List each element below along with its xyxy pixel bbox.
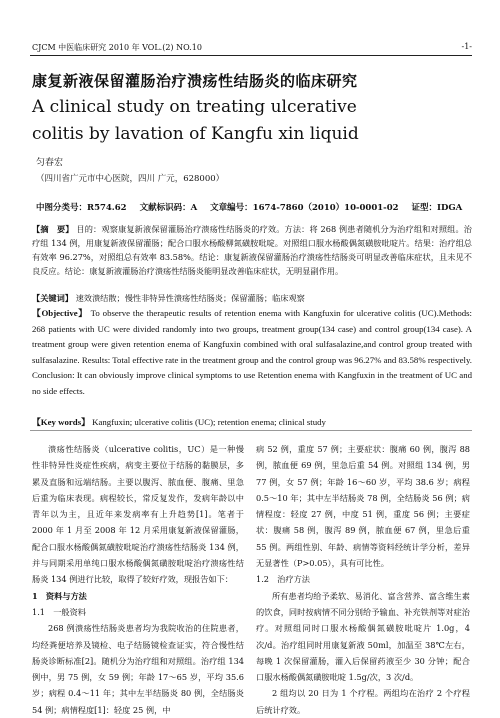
keywords-chinese — [32, 291, 472, 305]
keywords-english-label: 【Key words】 — [32, 417, 90, 427]
general-data-paragraph: 268 例溃疡性结肠炎患者均为我院收治的住院患者，均经粪便培养及镜检、电子结肠镜检查证实，符合慢性结肠炎诊断标准[2]。随机分为治疗组和对照组。治疗组 134 例中，男 75 例，女 59 例；年龄 17～65 岁，平均 35.6 岁；病程 0.4～11 年；其中左半结肠炎 80 例，全结肠炎 54 例；病情程度[1]：轻度 25 例，中 — [32, 623, 244, 715]
body-column-right — [256, 441, 470, 718]
objective-label: 【Objective】 — [32, 308, 88, 318]
header-divider — [30, 55, 472, 56]
article-meta — [36, 201, 476, 213]
section-heading: 1 资料与方法 — [32, 590, 87, 601]
keywords-english — [32, 415, 472, 429]
treatment-paragraph: 所有患者均给予柔软、易消化、富含营养、富含维生素的饮食，同时按病情不同分别给予输血、补充铁剂等对症治疗。对照组同时口服水杨酸偶氮磺胺吡啶片 1.0g，4 次/d。治疗组同时用康复新液 50ml，加温至 38℃左右，每晚 1 次保留灌肠，灌入后保留药液至少 30 分钟；配合口服水杨酸偶氮磺胺吡啶 1.5g/次，3 次/d。 — [256, 590, 470, 683]
title-english-line2: colitis by lavation of Kangfu xin liquid — [32, 124, 359, 144]
course-paragraph: 2 组均以 20 日为 1 个疗程。两组均在治疗 2 个疗程后统计疗效。 — [256, 688, 470, 715]
affiliation: （四川省广元市中心医院，四川 广元，628000） — [36, 174, 225, 184]
body-divider — [30, 430, 472, 431]
running-header: CJCM 中医临床研究 2010 年 VOL.(2) NO.10 — [32, 43, 202, 52]
abstract-english-text: To observe the therapeutic results of retention enema with Kangfuxin for ulcerative colitis (UC).Methods: 268 patients with UC were divided randomly into two groups, treatment group(134 case) and control group(134 case). A treatment group were given retention enema of Kangfuxin combined with oral sulfasalazine,and control group treated with sulfasalazine. Results: Total effective rate in the treatment group and the control group was 96.27% and 83.58% respectively. Conclusion: It can obviously improve clinical symptoms to use Retention enema with Kangfuxin in the treatment of UC and no side effects. — [32, 308, 473, 396]
abstract-chinese — [32, 222, 472, 278]
clc-number: 中图分类号：R574.62 — [36, 203, 127, 213]
document-code: 文献标识码：A — [139, 203, 198, 213]
syndrome-type: 证型：IDGA — [411, 203, 463, 213]
intro-paragraph: 溃疡性结肠炎（ulcerative colitis，UC）是一种慢性非特异性炎症性疾病，病变主要位于结肠的黏膜层，多累及直肠和远端结肠。主要以腹泻、脓血便、腹痛、里急后重为临床表现。病程较长，常反复发作，发病年龄以中青年以为主，且近年来发病率有上升趋势[1]。笔者于 2000 年 1 月至 2008 年 12 月采用康复新液保留灌肠，配合口服水杨酸偶氮磺胺吡啶治疗溃疡性结肠炎 134 例，并与同期采用单纯口服水杨酸偶氮磺胺吡啶治疗溃疡性结肠炎 134 例进行比较，取得了较好疗效，现报告如下： — [32, 444, 244, 585]
article-number: 文章编号：1674-7860（2010）10-0001-02 — [210, 203, 399, 213]
body-column-left — [32, 441, 244, 718]
author: 匀春宏 — [36, 158, 64, 168]
abstract-english — [32, 306, 472, 399]
title-chinese: 康复新液保留灌肠治疗溃疡性结肠炎的临床研究 — [32, 72, 358, 90]
subsection-heading-treatment: 1.2 治疗方法 — [256, 574, 310, 585]
keywords-label: 【关键词】 — [32, 293, 73, 303]
page-number: -1- — [461, 42, 472, 51]
keywords-english-text: Kangfuxin; ulcerative colitis (UC); retention enema; clinical study — [92, 417, 326, 427]
title-english-line1: A clinical study on treating ulcerative — [32, 97, 357, 117]
abstract-text: 目的：观察康复新液保留灌肠治疗溃疡性结肠炎的疗效。方法：将 268 例患者随机分为治疗组和对照组。治疗组 134 例，用康复新液保留灌肠；配合口服水杨酸柳氮磺胺吡啶。对照组口服水杨酸偶氮磺胺吡啶片。结果：治疗组总有效率 96.27%，对照组总有效率 83.58%。结论：康复新液保留灌肠治疗溃疡性结肠炎可明显改善临床症状，且未见不良反应。结论：康复新液灌肠治疗溃疡性结肠炎能明显改善临床症状，无明显副作用。 — [32, 224, 472, 276]
abstract-label: 【摘 要】 — [32, 224, 74, 234]
subsection-heading: 1.1 一般资料 — [32, 606, 86, 617]
keywords-text: 速效溃结散；慢性非特异性溃疡性结肠炎；保留灌肠；临床观察 — [75, 293, 305, 303]
general-data-continued: 病 52 例，重度 57 例；主要症状：腹痛 60 例，腹泻 88 例，脓血便 69 例，里急后重 54 例。对照组 134 例，男 77 例，女 57 例；年龄 16～60 岁，平均 38.6 岁；病程 0.5～10 年；其中左半结肠炎 78 例，全结肠炎 56 例；病情程度：轻度 27 例，中度 51 例，重度 56 例；主要症状：腹痛 58 例，腹泻 89 例，脓血便 67 例，里急后重 55 例。两组性别、年龄、病情等资料经统计学分析，差异无显著性（P>0.05），具有可比性。 — [256, 444, 470, 569]
